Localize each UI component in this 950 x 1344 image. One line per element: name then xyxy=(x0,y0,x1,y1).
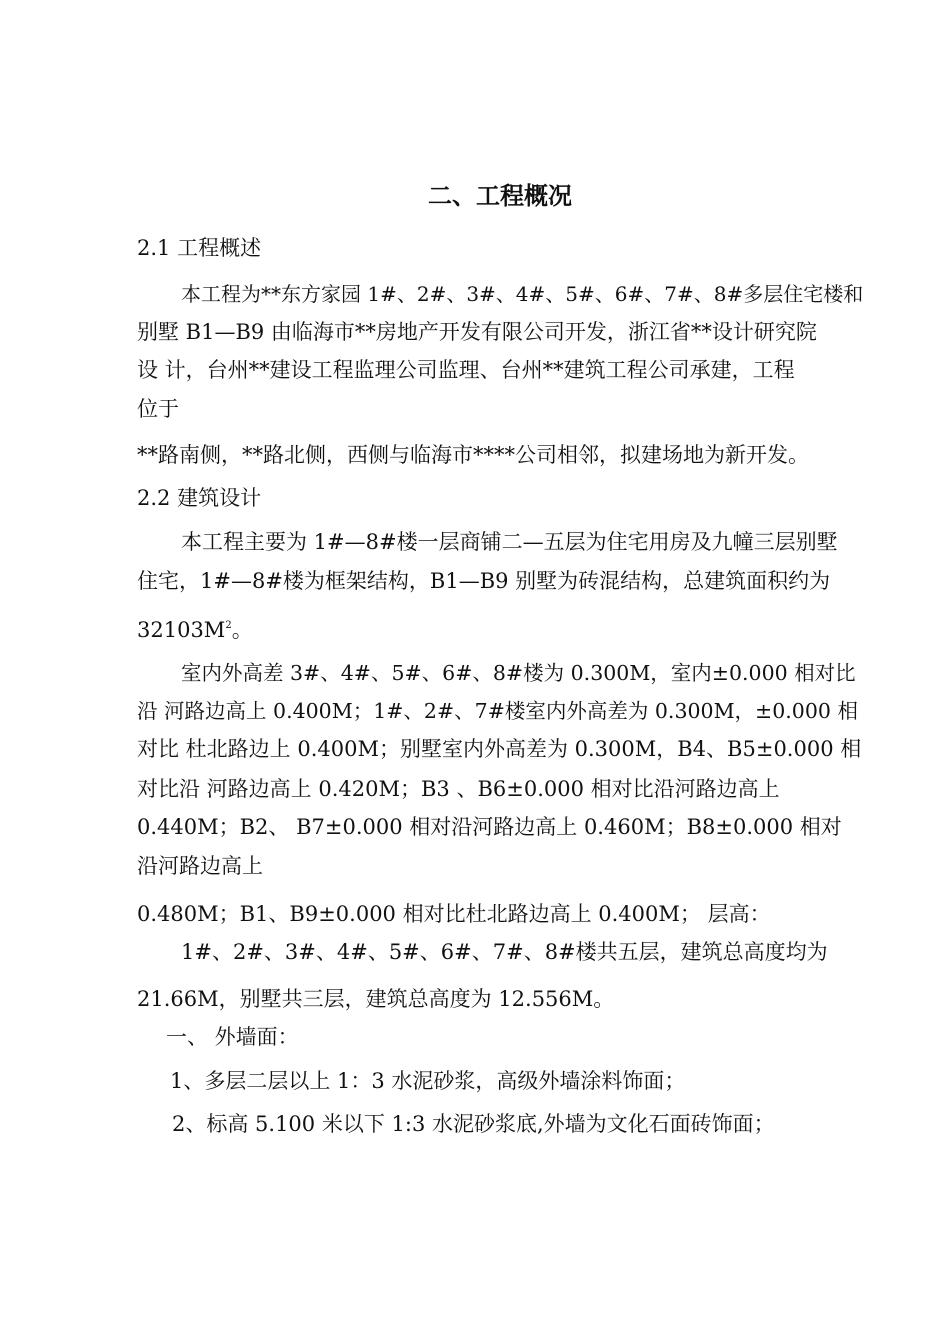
exterior-wall-item-2: 2、标高 5.100 米以下 1:3 水泥砂浆底,外墙为文化石面砖饰面； xyxy=(172,1112,775,1136)
section-heading-design: 2.2 建筑设计 xyxy=(137,486,262,510)
height-line-8: 1#、2#、3#、4#、5#、6#、7#、8#楼共五层，建筑总高度均为 xyxy=(181,940,828,964)
design-line-3-end: 。 xyxy=(231,618,253,642)
height-line-2: 沿 河路边高上 0.400M；1#、2#、7#楼室内外高差为 0.300M，±0.000 相 xyxy=(137,699,858,723)
design-line-1: 本工程主要为 1#—8#楼一层商铺二—五层为住宅用房及九幢三层别墅 xyxy=(181,530,838,554)
overview-line-2: 别墅 B1—B9 由临海市**房地产开发有限公司开发，浙江省**设计研究院 xyxy=(137,320,817,344)
total-area-value: 32103M xyxy=(137,618,226,642)
overview-line-1: 本工程为**东方家园 1#、2#、3#、4#、5#、6#、7#、8#多层住宅楼和 xyxy=(181,282,864,306)
overview-line-5: **路南侧，**路北侧，西侧与临海市****公司相邻，拟建场地为新开发。 xyxy=(137,443,809,467)
design-line-2: 住宅，1#—8#楼为框架结构，B1—B9 别墅为砖混结构，总建筑面积约为 xyxy=(137,569,831,593)
height-line-7: 0.480M；B1、B9±0.000 相对比杜北路边高上 0.400M； 层高： xyxy=(137,902,771,926)
height-line-9: 21.66M，别墅共三层，建筑总高度为 12.556M。 xyxy=(137,987,615,1011)
overview-line-3: 设 计，台州**建设工程监理公司监理、台州**建筑工程公司承建，工程 xyxy=(137,358,795,382)
overview-line-4: 位于 xyxy=(137,397,179,421)
area-unit-superscript: 2 xyxy=(225,620,232,631)
section-heading-overview: 2.1 工程概述 xyxy=(137,236,262,260)
exterior-wall-item-1: 1、多层二层以上 1：3 水泥砂浆，高级外墙涂料饰面； xyxy=(170,1069,686,1093)
height-line-4: 对比沿 河路边高上 0.420M；B3 、B6±0.000 相对比沿河路边高上 xyxy=(137,777,780,801)
height-line-6: 沿河路边高上 xyxy=(137,854,263,878)
height-line-3: 对比 杜北路边上 0.400M；别墅室内外高差为 0.300M，B4、B5±0.000 相 xyxy=(137,737,862,761)
design-line-3 xyxy=(137,612,253,644)
exterior-wall-heading: 一、 外墙面： xyxy=(166,1025,299,1049)
page-title: 二、工程概况 xyxy=(428,181,572,210)
height-line-1: 室内外高差 3#、4#、5#、6#、8#楼为 0.300M，室内±0.000 相对比 xyxy=(181,661,856,685)
height-line-5: 0.440M；B2、 B7±0.000 相对沿河路边高上 0.460M；B8±0.000 相对 xyxy=(137,815,842,839)
